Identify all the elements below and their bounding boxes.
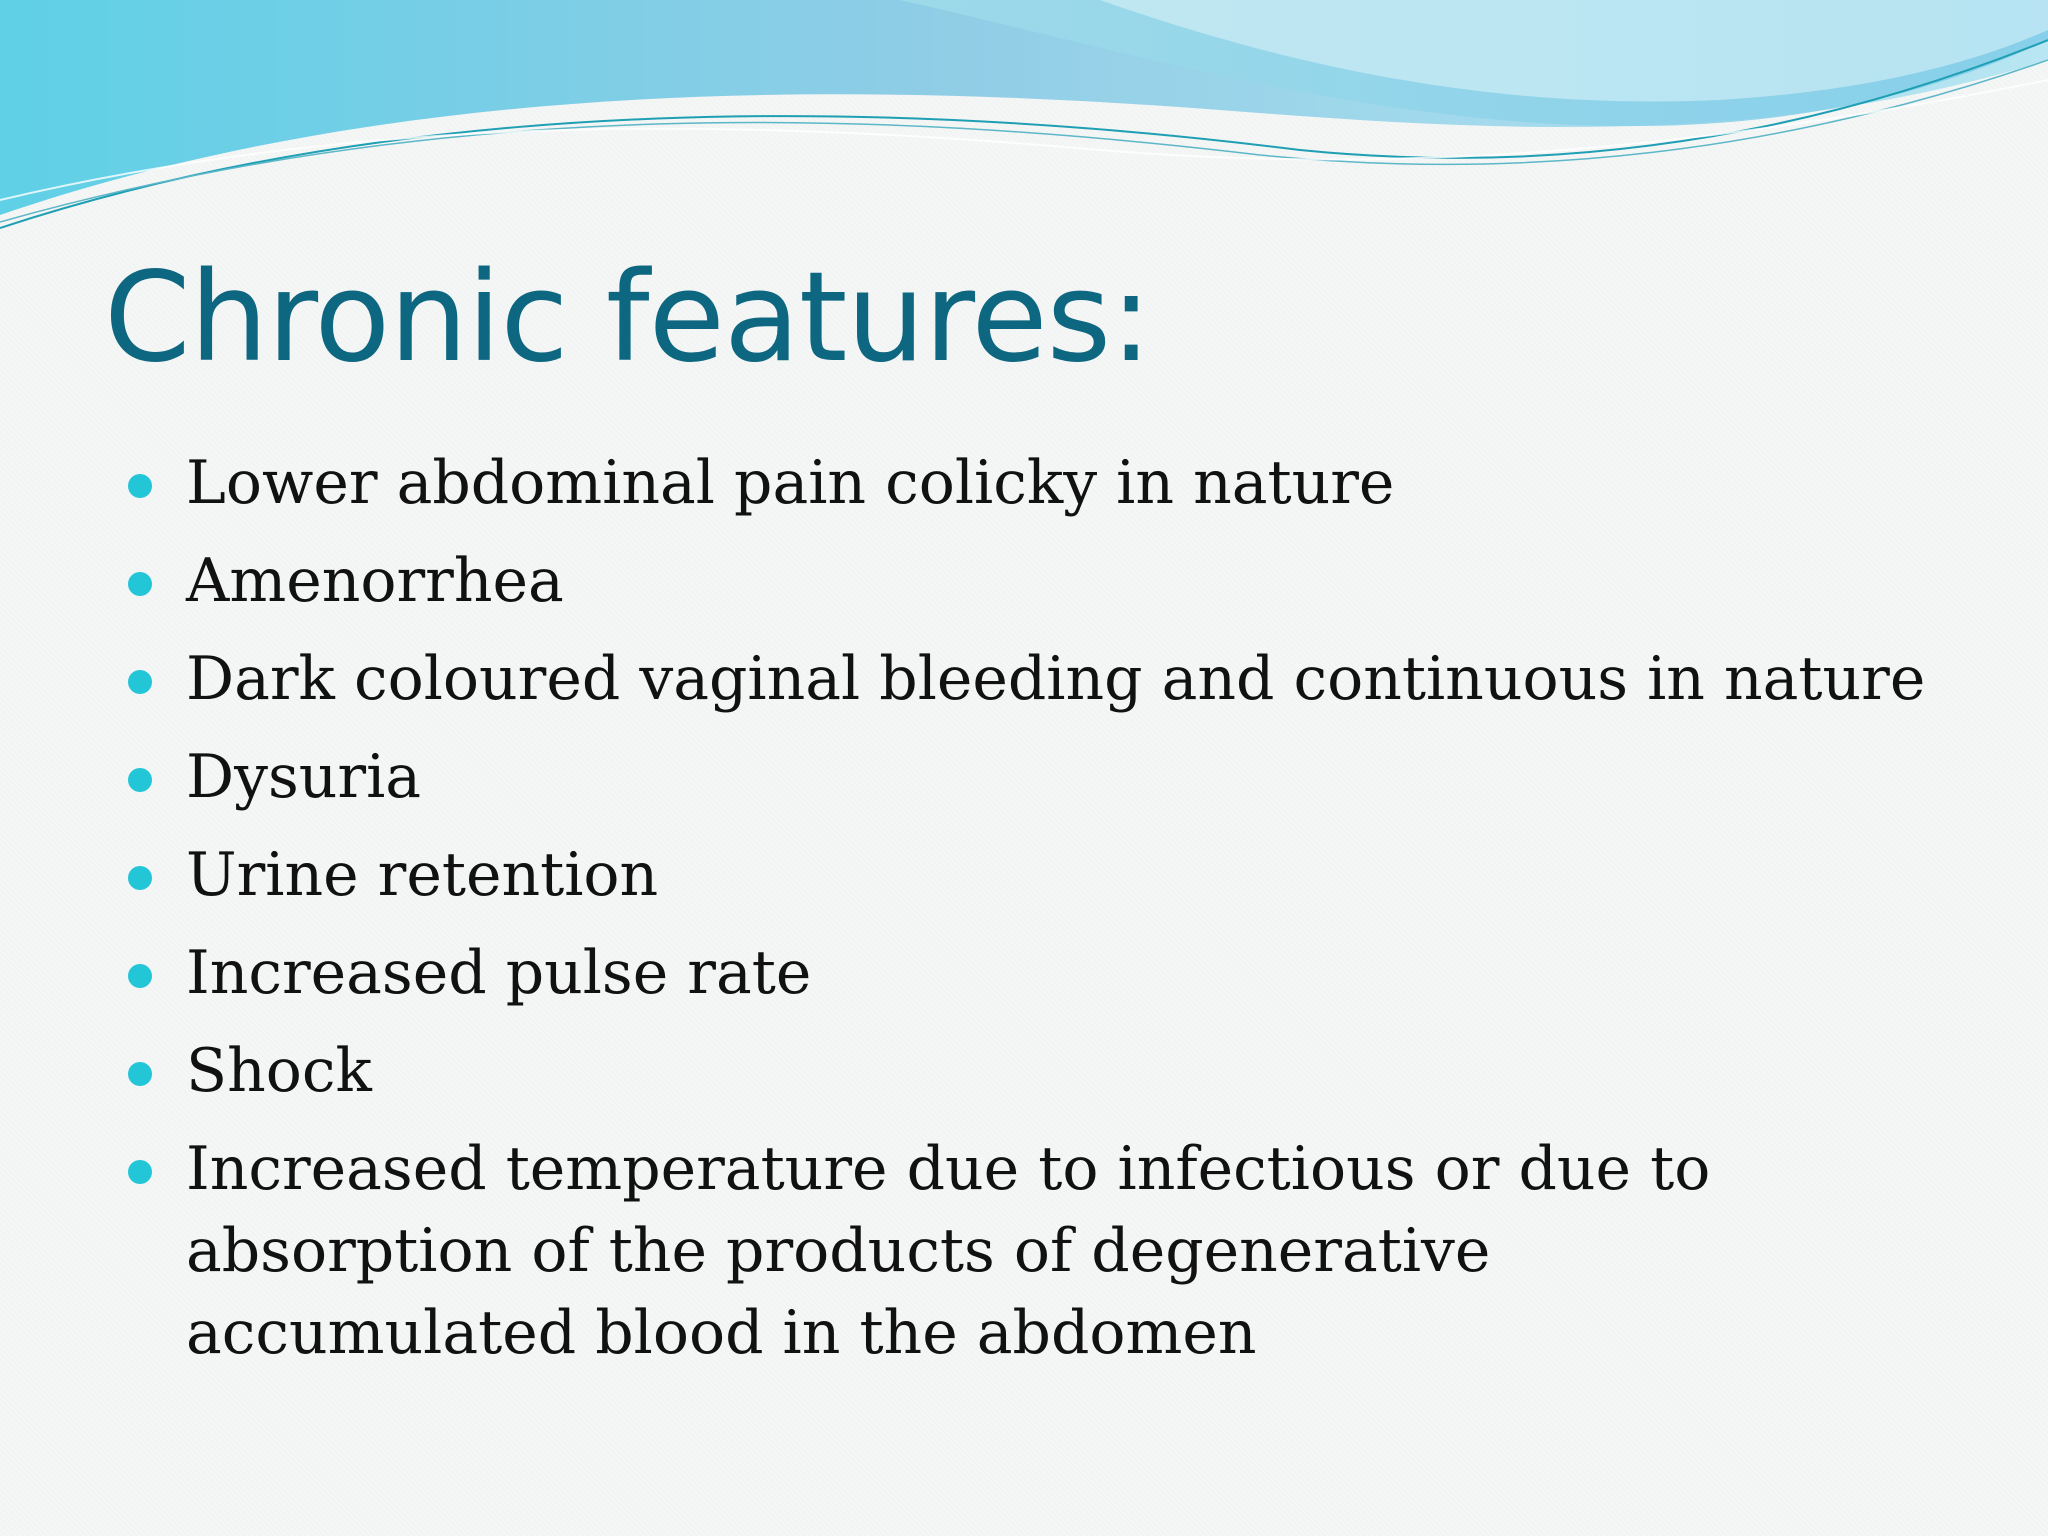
bullet-dot-icon (128, 572, 152, 596)
bullet-dot-icon (128, 768, 152, 792)
bullet-list (128, 442, 1928, 1374)
bullet-text: Increased pulse rate (186, 938, 812, 1008)
bullet-text: Dark coloured vaginal bleeding and continuous in nature (186, 644, 1926, 714)
bullet-dot-icon (128, 964, 152, 988)
bullet-item (128, 638, 1928, 736)
bullet-text: Amenorrhea (186, 546, 564, 616)
bullet-item (128, 736, 1928, 834)
bullet-text: Lower abdominal pain colicky in nature (186, 448, 1395, 518)
bullet-item (128, 1030, 1928, 1128)
bullet-dot-icon (128, 1062, 152, 1086)
bullet-text: Urine retention (186, 840, 659, 910)
bullet-text: Increased temperature due to infectious or due to absorption of the products of degenerative accumulated blood in the abdomen (186, 1134, 1711, 1368)
bullet-text: Dysuria (186, 742, 422, 812)
bullet-dot-icon (128, 474, 152, 498)
bullet-dot-icon (128, 866, 152, 890)
bullet-item (128, 442, 1928, 540)
bullet-item (128, 1128, 1826, 1374)
bullet-item (128, 540, 1928, 638)
header-wave-decoration (0, 0, 2048, 260)
bullet-item (128, 834, 1928, 932)
slide-title: Chronic features: (104, 246, 1151, 390)
bullet-dot-icon (128, 670, 152, 694)
bullet-dot-icon (128, 1160, 152, 1184)
bullet-text: Shock (186, 1036, 372, 1106)
bullet-item (128, 932, 1928, 1030)
